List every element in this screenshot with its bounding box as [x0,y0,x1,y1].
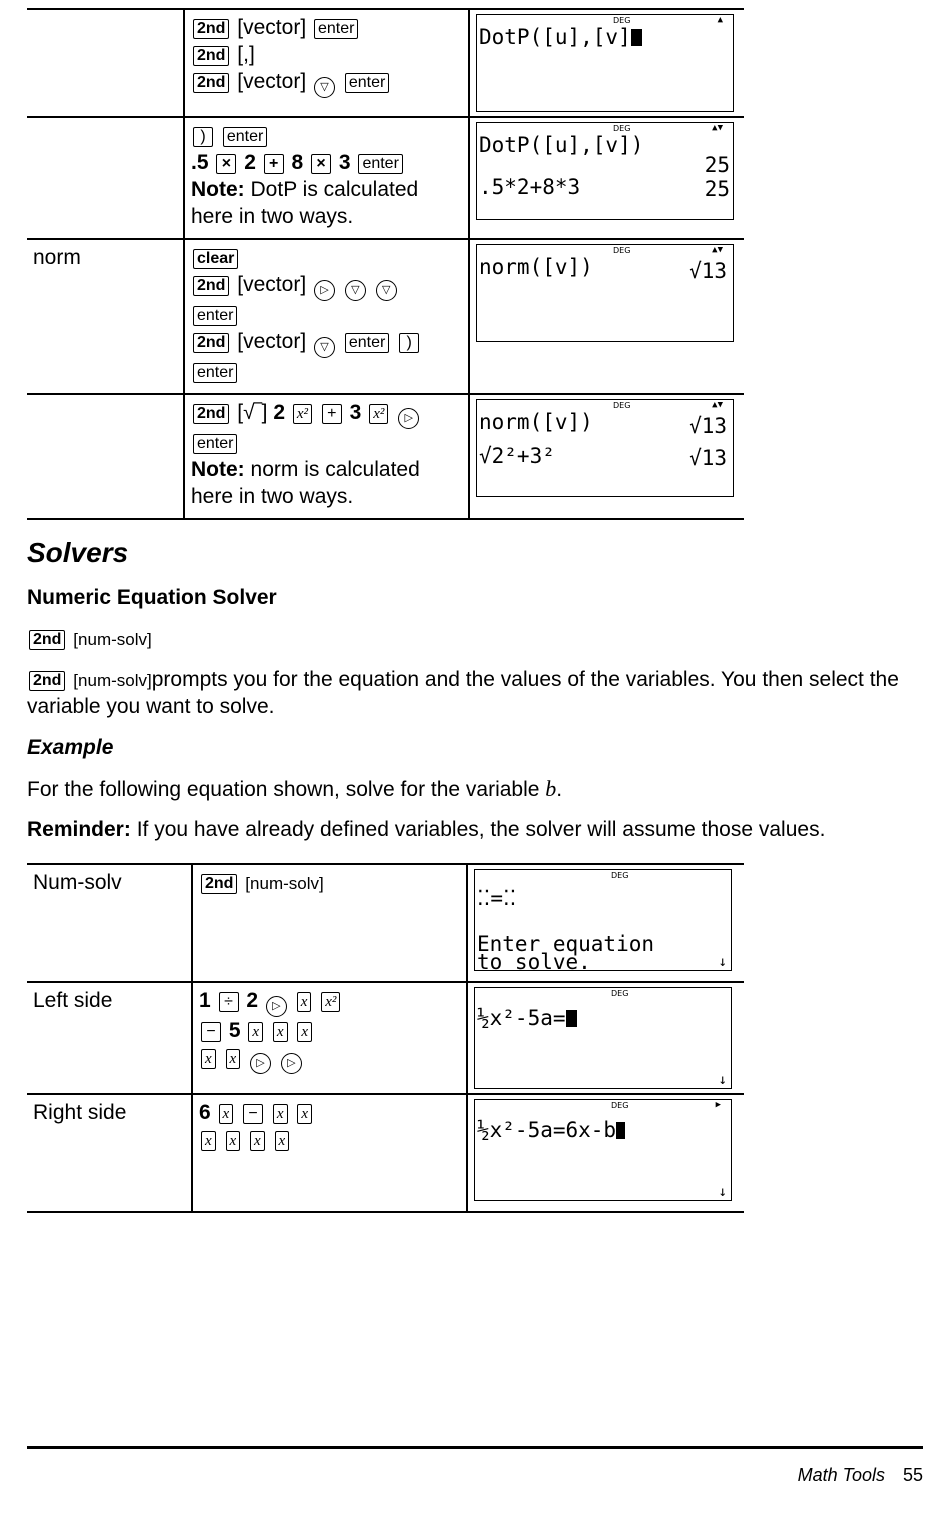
footer-rule [27,1446,923,1449]
key-2nd: 2nd [29,630,65,650]
example-paragraph: For the following equation shown, solve for the variable b. [27,776,563,801]
example-title: Example [27,736,114,759]
vector-steps-table [27,8,744,520]
row-label: Left side [27,982,192,1094]
scroll-up-icon: ▲ [717,15,723,25]
scroll-right-icon: ▶ [715,1100,721,1110]
key-x-squared: x² [293,404,312,424]
keystrokes-cell: ) enter .5 × 2 + 8 × 3 enter Note: DotP is calculated here in two ways. [184,117,469,239]
calculator-screen: DEG ½x²-5a= ↓ [474,987,732,1089]
reminder-paragraph: Reminder: If you have already defined variables, the solver will assume those values. [27,818,826,841]
key-2nd: 2nd [201,874,237,894]
page-footer [798,1465,923,1486]
keystrokes-cell: 2nd [vector] enter 2nd [,] 2nd [vector] ▽ enter [184,9,469,117]
row-label [27,117,184,239]
key-xyzt: x [226,1131,241,1151]
key-plus: + [322,404,342,424]
key-minus: − [243,1104,263,1124]
calculator-screen: DEG ▲▼ norm([v]) √13 [476,244,734,342]
keystrokes-cell: 1 ÷ 2 ▷ x x² − 5 x x x x x ▷ ▷ [192,982,467,1094]
down-arrow-icon: ▽ [376,280,397,301]
row-label [27,394,184,519]
screen-cell [469,9,744,117]
scroll-updown-icon: ▲▼ [712,123,723,133]
cursor-icon [631,29,642,46]
key-clear: clear [193,249,238,269]
key-2nd: 2nd [193,404,229,424]
key-xyzt: x [248,1022,263,1042]
cursor-icon [566,1010,577,1027]
right-arrow-icon: ▷ [281,1053,302,1074]
key-close-paren: ) [399,333,419,353]
table-row [27,864,744,982]
key-xyzt: x [297,1104,312,1124]
num-solv-keys: 2nd [num-solv] [27,626,927,653]
key-enter: enter [345,333,389,353]
scroll-down-icon: ↓ [718,954,727,970]
table-row [27,394,744,519]
keystrokes-cell: clear 2nd [vector] ▷ ▽ ▽ enter 2nd [vector] ▽ enter ) enter [184,239,469,394]
keystrokes-cell: 6 x − x x x x x x [192,1094,467,1212]
key-xyzt: x [297,1022,312,1042]
down-arrow-icon: ▽ [314,337,335,358]
solver-steps-table [27,863,744,1213]
key-2nd: 2nd [193,333,229,353]
key-enter: enter [223,127,267,147]
screen-cell [469,239,744,394]
calculator-screen: DEG ▲ DotP([u],[v] [476,14,734,112]
screen-cell [469,394,744,519]
intro-paragraph: 2nd [num-solv]prompts you for the equation and the values of the variables. You then select the variable you want to solve. [27,668,899,718]
scroll-down-icon: ↓ [718,1184,727,1200]
key-2nd: 2nd [193,46,229,66]
key-2nd: 2nd [29,671,65,691]
key-xyzt: x [273,1022,288,1042]
row-label: Num-solv [27,864,192,982]
key-x-squared: x² [369,404,388,424]
calculator-screen: DEG ⁚⁚=⁚⁚ Enter equation to solve. ↓ [474,869,732,971]
screen-cell [467,982,744,1094]
key-close-paren: ) [193,127,213,147]
down-arrow-icon: ▽ [314,77,335,98]
key-xyzt: x [250,1131,265,1151]
keystrokes-cell: 2nd [√‾] 2 x² + 3 x² ▷ enter Note: norm is calculated here in two ways. [184,394,469,519]
row-label [27,9,184,117]
key-enter: enter [345,73,389,93]
keystrokes-cell: 2nd [num-solv] [192,864,467,982]
key-minus: − [201,1022,221,1042]
key-enter: enter [193,363,237,383]
screen-cell [469,117,744,239]
table-row [27,9,744,117]
calculator-screen: DEG ▲▼ DotP([u],[v]) 25 .5*2+8*3 25 [476,122,734,220]
right-arrow-icon: ▷ [266,996,287,1017]
key-2nd: 2nd [193,73,229,93]
key-xyzt: x [226,1049,241,1069]
key-2nd: 2nd [193,276,229,296]
key-x-squared: x² [321,992,340,1012]
calculator-screen: DEG ▲▼ norm([v]) √13 √2²+3² √13 [476,399,734,497]
scroll-updown-icon: ▲▼ [712,245,723,255]
key-enter: enter [358,154,402,174]
key-enter: enter [314,19,358,39]
row-label: Right side [27,1094,192,1212]
page-number: 55 [902,1465,923,1485]
key-2nd: 2nd [193,19,229,39]
key-xyzt: x [273,1104,288,1124]
key-xyzt: x [201,1131,216,1151]
scroll-down-icon: ↓ [718,1072,727,1088]
key-fraction: ÷ [219,992,239,1012]
scroll-updown-icon: ▲▼ [712,400,723,410]
key-times: × [216,154,236,174]
right-arrow-icon: ▷ [314,280,335,301]
right-arrow-icon: ▷ [398,408,419,429]
key-times: × [311,154,331,174]
subsection-title: Numeric Equation Solver [27,586,277,609]
table-row [27,982,744,1094]
key-xyzt: x [219,1104,234,1124]
table-row [27,117,744,239]
down-arrow-icon: ▽ [345,280,366,301]
calculator-screen: DEG ▶ ½x²-5a=6x-b ↓ [474,1099,732,1201]
key-enter: enter [193,306,237,326]
page-content [27,8,927,1213]
table-row [27,1094,744,1212]
right-arrow-icon: ▷ [250,1053,271,1074]
section-title: Solvers [27,537,129,568]
screen-cell [467,864,744,982]
key-xyzt: x [201,1049,216,1069]
row-label: norm [27,239,184,394]
key-enter: enter [193,434,237,454]
key-xyzt: x [297,992,312,1012]
screen-cell [467,1094,744,1212]
cursor-icon [616,1122,625,1139]
table-row [27,239,744,394]
key-plus: + [264,154,284,174]
key-xyzt: x [275,1131,290,1151]
footer-title: Math Tools [797,1465,885,1485]
